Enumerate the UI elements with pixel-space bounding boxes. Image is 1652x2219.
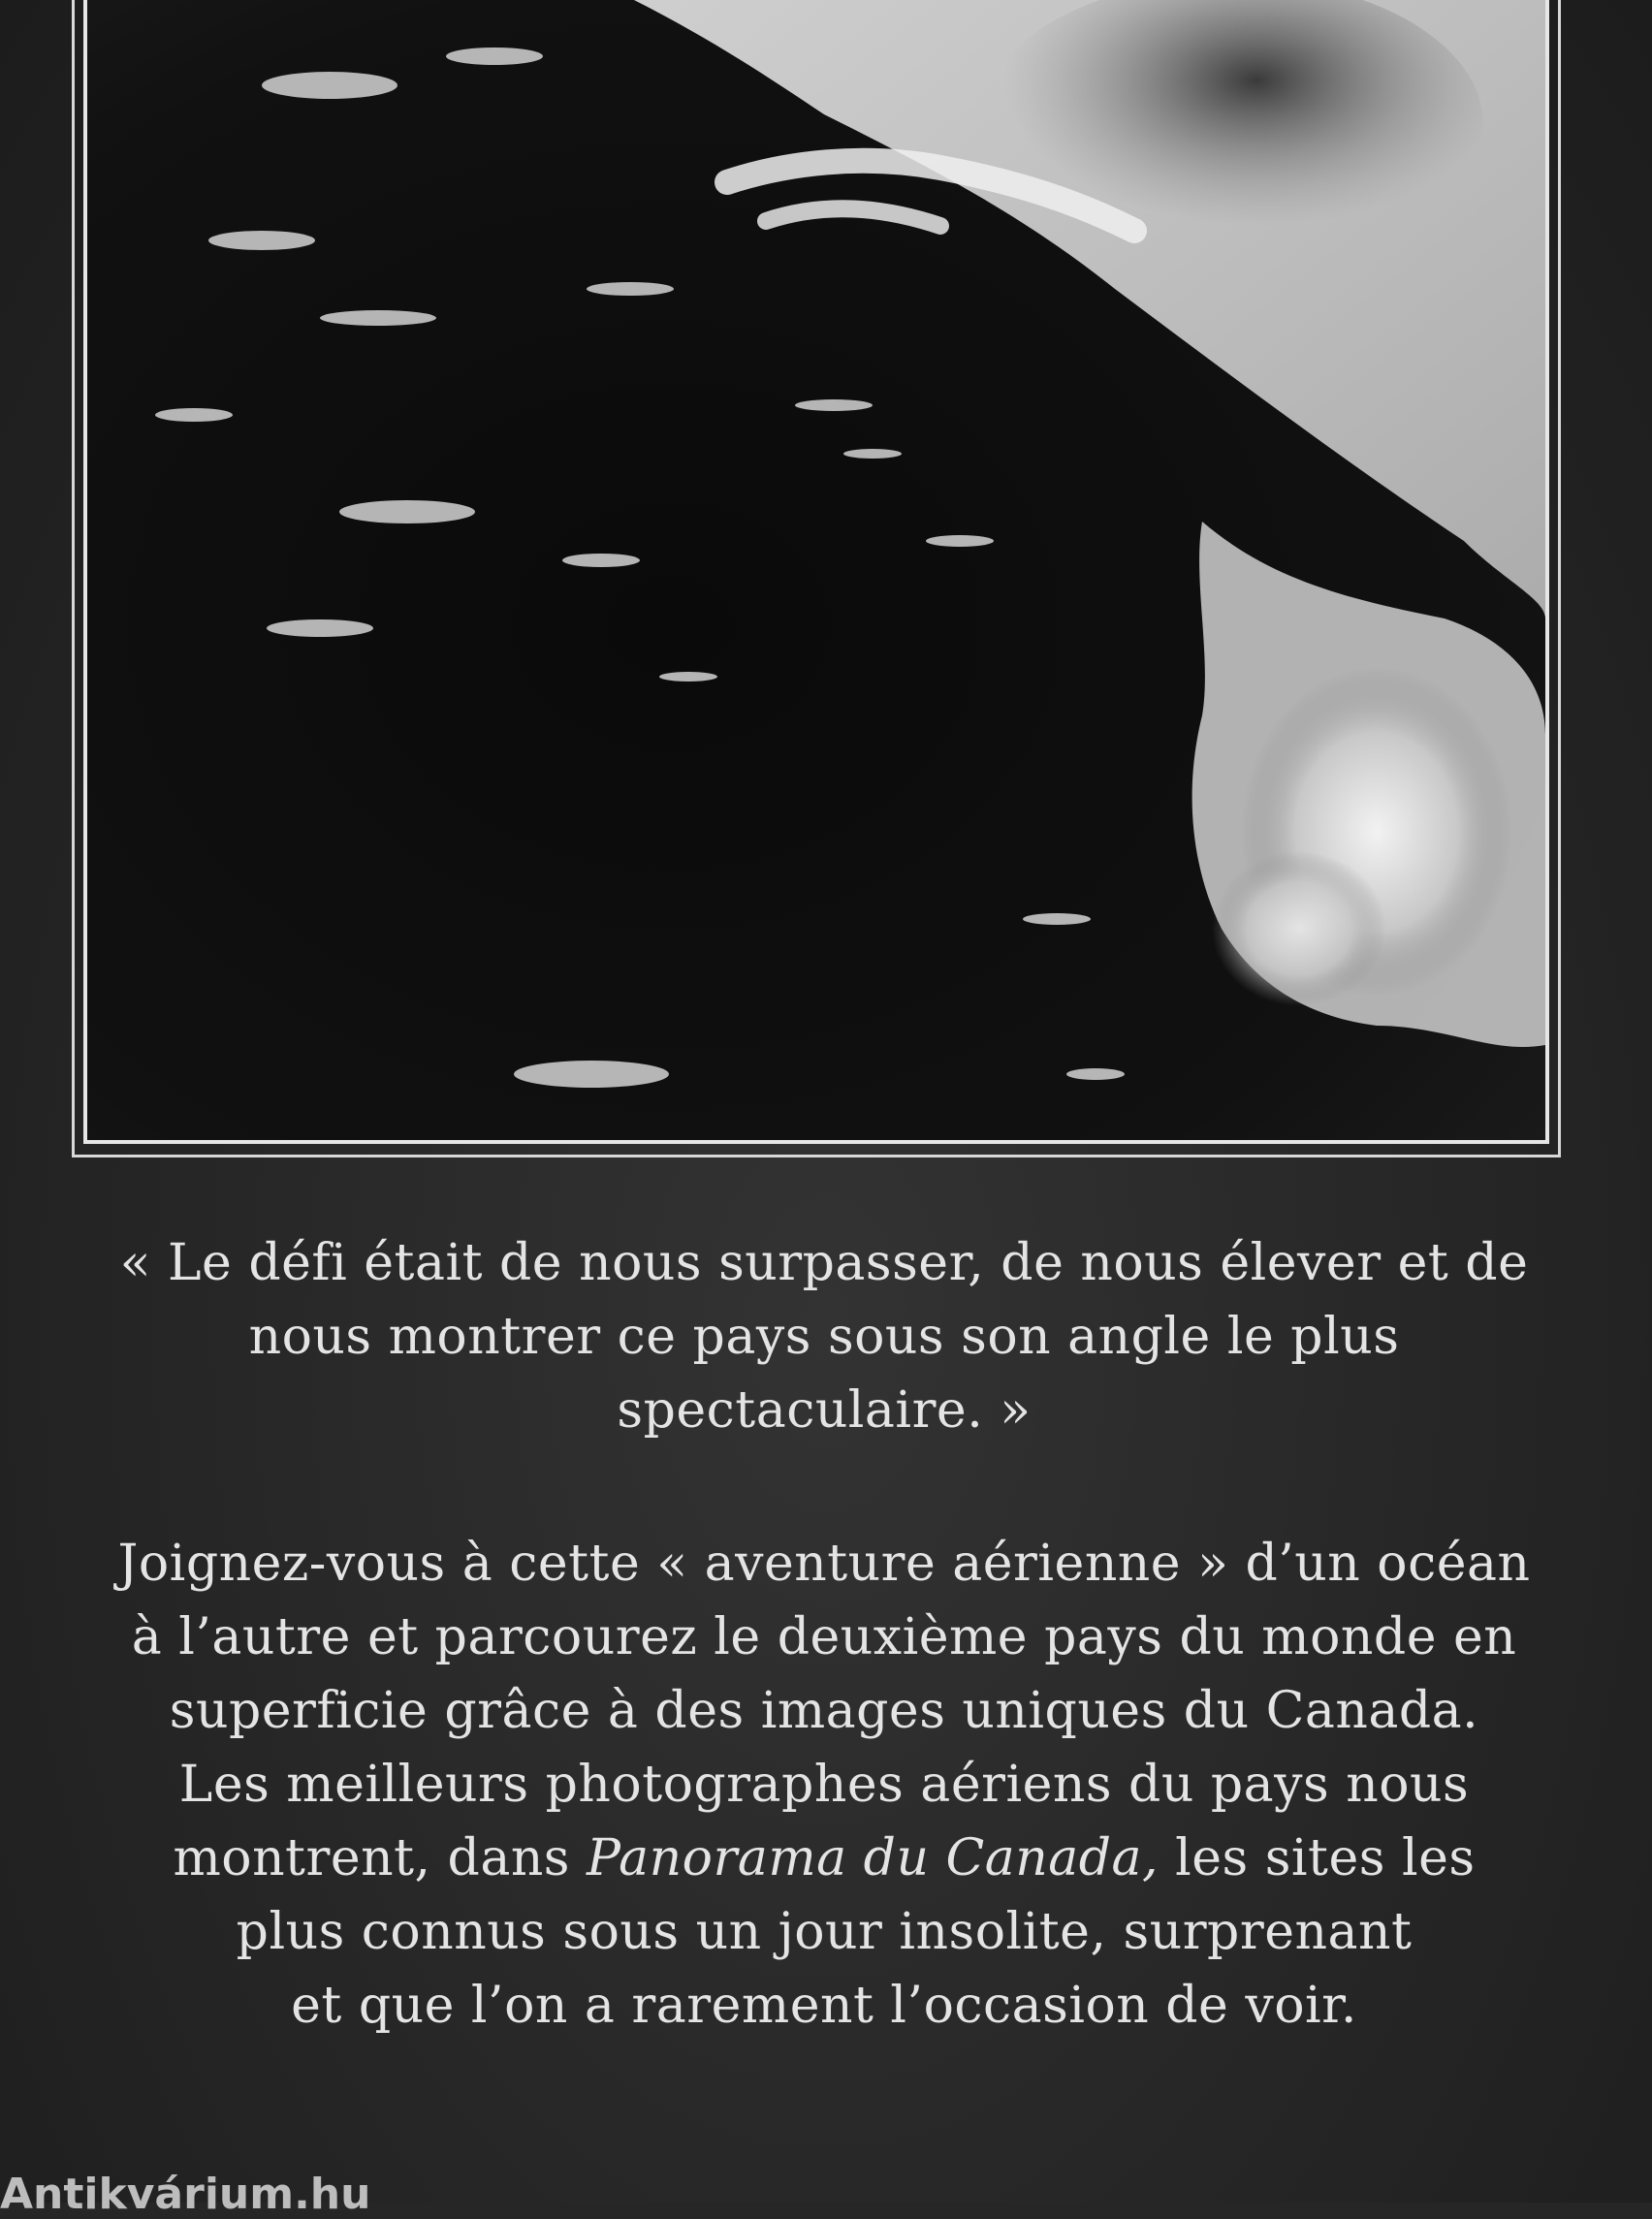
description-line: plus connus sous un jour insolite, surprenant	[236, 1903, 1413, 1961]
description-line: Joignez-vous à cette « aventure aérienne » d’un océan	[117, 1535, 1531, 1593]
quote-paragraph	[97, 1226, 1551, 1447]
quote-line: nous montrer ce pays sous son angle le plus	[248, 1308, 1400, 1366]
quote-line: « Le défi était de nous surpasser, de nous élever et de	[119, 1234, 1529, 1292]
description-paragraph	[97, 1527, 1551, 2043]
description-line: Les meilleurs photographes aériens du pays nous	[178, 1756, 1470, 1814]
watermark: Antikvárium.hu	[0, 2170, 371, 2219]
description-line: et que l’on a rarement l’occasion de voir.	[291, 1977, 1357, 2035]
description-line	[97, 1822, 1551, 1895]
photo-frame	[83, 0, 1549, 1144]
description-text: les sites les	[1159, 1829, 1476, 1887]
aerial-ocean-photo	[87, 0, 1545, 1140]
book-title: Panorama du Canada,	[587, 1829, 1160, 1887]
description-line: à l’autre et parcourez le deuxième pays du monde en	[131, 1608, 1517, 1666]
quote-line: spectaculaire. »	[617, 1381, 1032, 1440]
description-line: superficie grâce à des images uniques du Canada.	[169, 1682, 1479, 1740]
description-text: montrent, dans	[173, 1829, 588, 1887]
